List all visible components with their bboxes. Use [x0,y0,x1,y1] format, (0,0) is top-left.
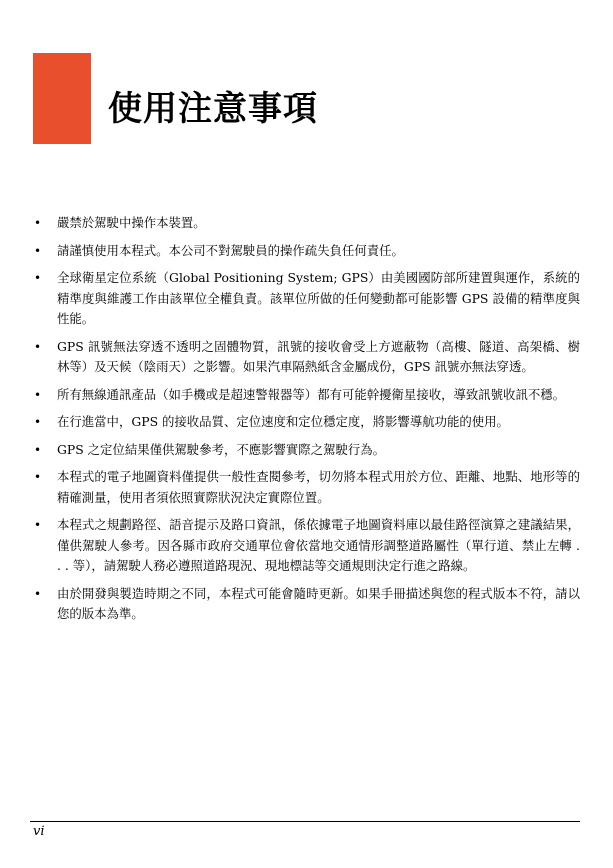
bullet-icon: • [34,470,42,484]
list-item [34,515,580,577]
note-text: GPS 訊號無法穿透不透明之固體物質，訊號的接收會受上方遮蔽物（高樓、隧道、高架橋、樹林等）及天候（陰雨天）之影響。如果汽車隔熱紙含金屬成份，GPS 訊號亦無法穿透。 [57,338,580,374]
list-item [34,440,580,461]
page-number: vi [33,824,45,839]
note-text: 本程式的電子地圖資料僅提供一般性查閱參考，切勿將本程式用於方位、距離、地點、地形等的精確測量，使用者須依照實際狀況決定實際位置。 [57,469,580,505]
list-item [34,467,580,508]
notes-list [34,213,580,632]
list-item [34,268,580,330]
list-item [34,584,580,625]
bullet-icon: • [34,387,42,402]
note-text: 本程式之規劃路徑、語音提示及路口資訊，係依據電子地圖資料庫以最佳路徑演算之建議結果，僅供駕駛人參考。因各縣市政府交通單位會依當地交通情形調整道路屬性（單行道、禁止左轉 . . . 等），請駕駛人務必遵照道路現況、現地標誌等交通規則決定行進之路線。 [57,517,580,573]
note-text: 嚴禁於駕駛中操作本裝置。 [57,215,206,230]
note-text: 請謹慎使用本程式。本公司不對駕駛員的操作疏失負任何責任。 [57,242,404,258]
footer-divider [30,821,580,822]
list-item [34,412,580,433]
bullet-icon: • [34,518,42,532]
list-item [34,213,580,234]
note-text: GPS 之定位結果僅供駕駛參考，不應影響實際之駕駛行為。 [57,441,386,457]
bullet-icon: • [34,271,42,285]
page-title: 使用注意事項 [108,89,318,129]
bullet-icon: • [34,442,42,457]
list-item [34,241,580,262]
note-text: 所有無線通訊產品（如手機或是超速警報器等）都有可能幹擾衛星接收，導致訊號收訊不穩。 [57,386,566,402]
title-accent-block [33,53,91,144]
bullet-icon: • [34,339,42,354]
bullet-icon: • [34,216,42,230]
bullet-icon: • [34,243,42,258]
list-item [34,337,580,378]
note-text: 由於開發與製造時期之不同，本程式可能會隨時更新。如果手冊描述與您的程式版本不符，請以您的版本為準。 [57,585,580,621]
note-text: 全球衛星定位系統（Global Positioning System; GPS）由美國國防部所建置與運作，系統的精準度與維護工作由該單位全權負責。該單位所做的任何變動都可能影響 GPS 設備的精準度與性能。 [57,270,580,326]
list-item [34,385,580,406]
bullet-icon: • [34,586,42,601]
bullet-icon: • [34,415,42,429]
note-text: 在行進當中，GPS 的接收品質、定位速度和定位穩定度，將影響導航功能的使用。 [57,414,509,429]
